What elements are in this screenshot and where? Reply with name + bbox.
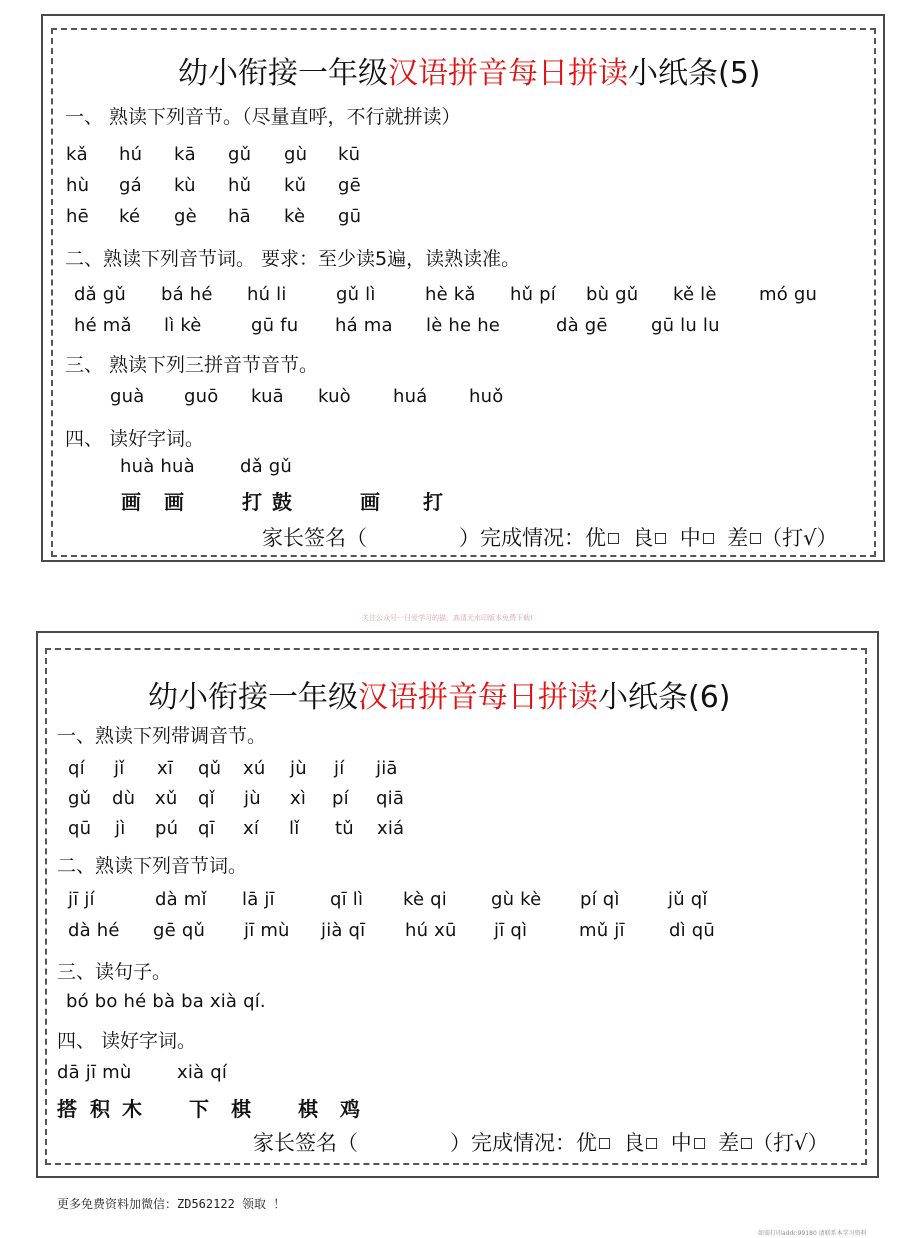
syllable: pú — [155, 818, 179, 839]
word: jī jí — [68, 889, 95, 910]
word: bù gǔ — [586, 284, 639, 305]
word: jǔ qǐ — [668, 889, 708, 910]
card-5-word-pinyin: huà huà — [120, 456, 195, 477]
syllable: xí — [243, 818, 260, 839]
card-6-word-pinyin: xià qí — [177, 1062, 228, 1083]
card-5-section-4-heading: 四、 读好字词。 — [65, 428, 205, 450]
syllable: gē — [338, 175, 361, 196]
footer-note: 更多免费资料加微信：ZD562122 领取 ！ — [57, 1197, 286, 1211]
word: lā jī — [242, 889, 275, 910]
word: kě lè — [673, 284, 717, 305]
syllable: hā — [228, 206, 251, 227]
syllable: lǐ — [289, 818, 300, 839]
card-5-word-char: 画 — [164, 490, 184, 514]
card-6-title: 幼小衔接一年级汉语拼音每日拼读小纸条(6) — [148, 680, 731, 715]
syllable: gǔ — [68, 788, 92, 809]
card-6-word-char: 搭 — [57, 1097, 77, 1121]
syllable: kū — [338, 144, 361, 165]
syllable: qī — [198, 818, 215, 839]
card-5-word-pinyin: dǎ gǔ — [240, 456, 293, 477]
word: lì kè — [164, 315, 202, 336]
syllable: jì — [115, 818, 126, 839]
word: hú xū — [405, 920, 457, 941]
word: bá hé — [161, 284, 213, 305]
card-6-word-pinyin: dā jī mù — [57, 1062, 132, 1083]
word: hú li — [247, 284, 287, 305]
syllable: xǔ — [155, 788, 178, 809]
card-5-parent-sign-row: 家长签名（ ）完成情况：优 良 中 差 （打√） — [262, 526, 838, 550]
syllable: hú — [119, 144, 143, 165]
syllable: jù — [244, 788, 261, 809]
word: dì qū — [669, 920, 715, 941]
syllable: kù — [174, 175, 196, 196]
card-5-section-3-heading: 三、 熟读下列三拼音节音节。 — [65, 354, 319, 376]
word: jī qì — [494, 920, 528, 941]
word: há ma — [335, 315, 393, 336]
watermark: 关注公众号一日爱学习的猫，高清无水印版本免费下载! — [362, 614, 533, 622]
checkbox-icon[interactable] — [750, 533, 761, 544]
word: gē qǔ — [153, 920, 206, 941]
syllable: hǔ — [228, 175, 252, 196]
syllable: hù — [66, 175, 90, 196]
word: gǔ lì — [336, 284, 376, 305]
syllable: kè — [284, 206, 306, 227]
syllable: ké — [119, 206, 141, 227]
syllable: qū — [68, 818, 92, 839]
card-6-word-char: 棋 — [231, 1097, 251, 1121]
word: lè he he — [426, 315, 501, 336]
syllable: kā — [174, 144, 196, 165]
checkbox-icon[interactable] — [608, 533, 619, 544]
word: dà mǐ — [155, 889, 207, 910]
syllable: xì — [290, 788, 307, 809]
syllable: huǒ — [469, 386, 504, 407]
checkbox-icon[interactable] — [646, 1138, 657, 1149]
card-5-word-char: 画 — [121, 490, 141, 514]
card-5-word-char: 打 — [242, 490, 262, 514]
word: jī mù — [244, 920, 290, 941]
syllable: qí — [68, 758, 85, 779]
card-6-word-char: 棋 — [298, 1097, 318, 1121]
corner-note: 如需打印addr:99180 请联系本学习资料 — [758, 1230, 867, 1237]
syllable: guà — [110, 386, 145, 407]
syllable: tǔ — [335, 818, 354, 839]
syllable: gá — [119, 175, 142, 196]
syllable: guō — [184, 386, 219, 407]
card-5-word-char: 打 — [423, 490, 443, 514]
syllable: jiā — [376, 758, 398, 779]
word: gū fu — [251, 315, 299, 336]
card-6-word-char: 下 — [189, 1097, 209, 1121]
word: hè kǎ — [425, 284, 476, 305]
syllable: kuò — [318, 386, 351, 407]
syllable: jí — [334, 758, 345, 779]
word: kè qi — [403, 889, 448, 910]
word: jià qī — [321, 920, 366, 941]
card-6-word-char: 鸡 — [340, 1097, 360, 1121]
syllable: gè — [174, 206, 197, 227]
syllable: kǔ — [284, 175, 307, 196]
word: gù kè — [491, 889, 542, 910]
syllable: huá — [393, 386, 428, 407]
syllable: gù — [284, 144, 308, 165]
syllable: jù — [290, 758, 307, 779]
syllable: xiá — [377, 818, 405, 839]
card-6-section-1-heading: 一、熟读下列带调音节。 — [57, 725, 267, 747]
card-6-section-3-heading: 三、读句子。 — [57, 961, 172, 983]
card-6-word-char: 积 — [90, 1097, 110, 1121]
syllable: kǎ — [66, 144, 88, 165]
word: dà hé — [68, 920, 120, 941]
card-6-sentence: bó bo hé bà ba xià qí. — [66, 991, 266, 1012]
card-6-word-char: 木 — [122, 1097, 142, 1121]
card-5-word-char: 画 — [360, 490, 380, 514]
card-5-section-1-heading: 一、 熟读下列音节。（尽量直呼，不行就拼读） — [65, 106, 461, 128]
syllable: gū — [338, 206, 362, 227]
syllable: kuā — [251, 386, 284, 407]
checkbox-icon[interactable] — [741, 1138, 752, 1149]
card-6-section-2-heading: 二、熟读下列音节词。 — [57, 855, 248, 877]
card-6-parent-sign-row: 家长签名（ ）完成情况：优 良 中 差 （打√） — [253, 1131, 829, 1155]
card-6-section-4-heading: 四、 读好字词。 — [57, 1030, 197, 1052]
checkbox-icon[interactable] — [703, 533, 714, 544]
syllable: xī — [157, 758, 174, 779]
syllable: qiā — [376, 788, 405, 809]
word: dǎ gǔ — [74, 284, 127, 305]
syllable: dù — [112, 788, 136, 809]
word: hé mǎ — [74, 315, 132, 336]
card-5-word-char: 鼓 — [272, 490, 292, 514]
checkbox-icon[interactable] — [599, 1138, 610, 1149]
checkbox-icon[interactable] — [655, 533, 666, 544]
syllable: qǔ — [198, 758, 222, 779]
word: dà gē — [556, 315, 608, 336]
checkbox-icon[interactable] — [694, 1138, 705, 1149]
syllable: hē — [66, 206, 89, 227]
syllable: xú — [243, 758, 266, 779]
syllable: jǐ — [114, 758, 125, 779]
word: mǔ jī — [579, 920, 625, 941]
word: qī lì — [330, 889, 364, 910]
word: gū lu lu — [651, 315, 720, 336]
syllable: pí — [332, 788, 349, 809]
word: mó gu — [759, 284, 818, 305]
syllable: gǔ — [228, 144, 252, 165]
word: hǔ pí — [510, 284, 556, 305]
syllable: qǐ — [198, 788, 215, 809]
card-5-section-2-heading: 二、熟读下列音节词。 要求：至少读5遍，读熟读准。 — [65, 248, 521, 270]
card-5-title: 幼小衔接一年级汉语拼音每日拼读小纸条(5) — [178, 56, 761, 91]
word: pí qì — [580, 889, 620, 910]
